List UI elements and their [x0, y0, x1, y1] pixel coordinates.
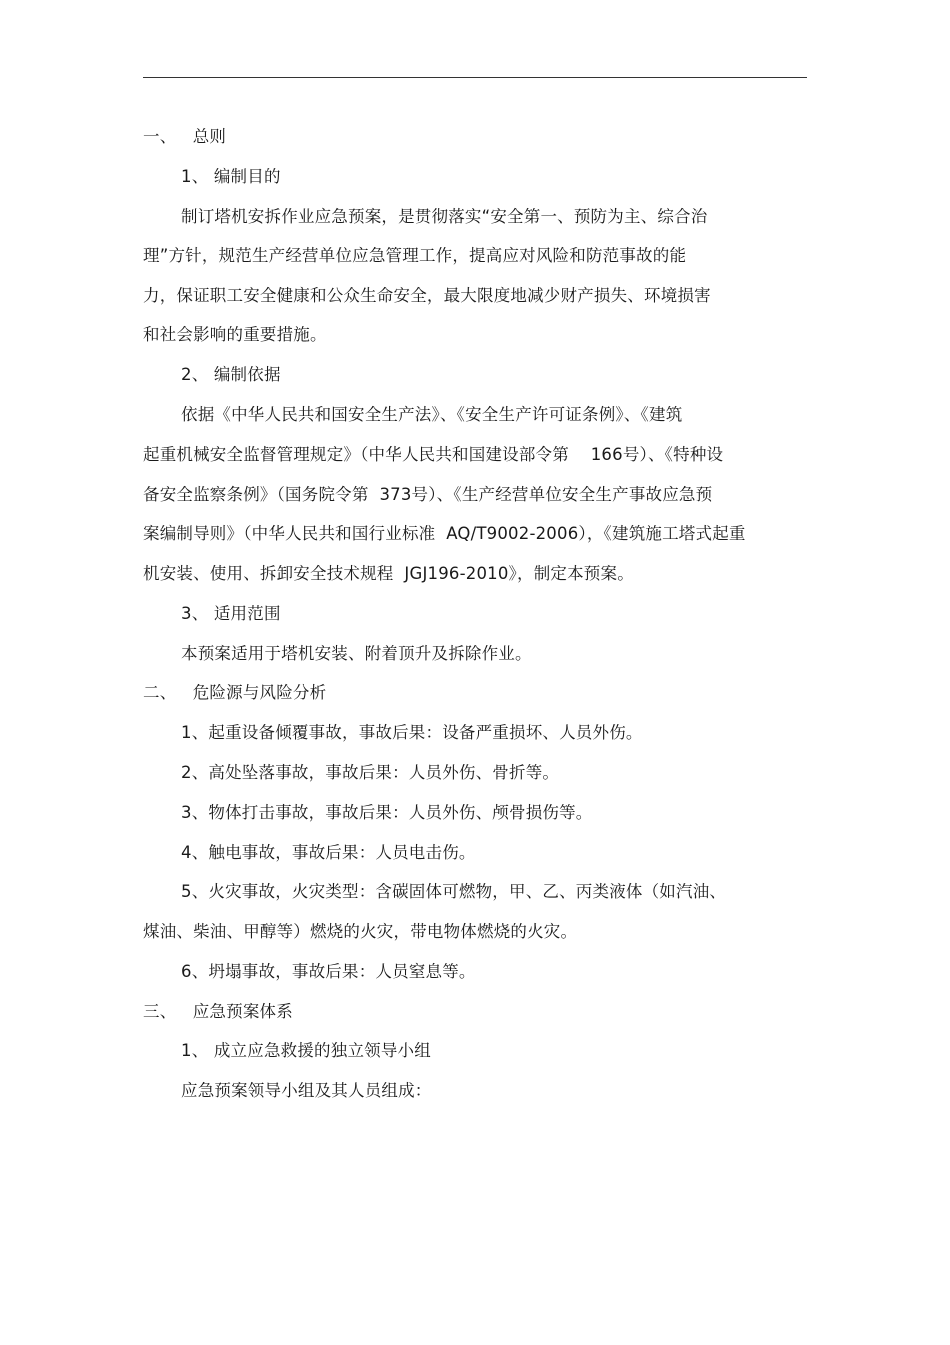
paragraph-line: 理”方针，规范生产经营单位应急管理工作，提高应对风险和防范事故的能 [143, 246, 687, 265]
subheading-scope: 3、 适用范围 [181, 604, 281, 623]
paragraph-line: 案编制导则》（中华人民共和国行业标准 AQ/T9002-2006），《建筑施工塔式起重 [143, 524, 746, 543]
list-item: 6、坍塌事故，事故后果：人员窒息等。 [181, 962, 476, 981]
paragraph-line: 备安全监察条例》（国务院令第 373号）、《生产经营单位安全生产事故应急预 [143, 485, 713, 504]
paragraph-line: 制订塔机安拆作业应急预案，是贯彻落实“安全第一、预防为主、综合治 [181, 207, 708, 226]
paragraph-line: 力，保证职工安全健康和公众生命安全，最大限度地减少财产损失、环境损害 [143, 286, 711, 305]
list-item: 4、触电事故，事故后果：人员电击伤。 [181, 843, 476, 862]
paragraph-line: 起重机械安全监督管理规定》（中华人民共和国建设部令第 166号）、《特种设 [143, 445, 724, 464]
paragraph-line: 应急预案领导小组及其人员组成： [181, 1081, 432, 1100]
section-heading-hazards: 二、 危险源与风险分析 [143, 683, 327, 702]
subheading-purpose: 1、 编制目的 [181, 167, 281, 186]
list-item: 1、起重设备倾覆事故，事故后果：设备严重损坏、人员外伤。 [181, 723, 643, 742]
list-item: 5、火灾事故，火灾类型：含碳固体可燃物，甲、乙、丙类液体（如汽油、 [181, 882, 727, 901]
header-rule [143, 77, 807, 78]
subheading-basis: 2、 编制依据 [181, 365, 281, 384]
paragraph-line: 机安装、使用、拆卸安全技术规程 JGJ196-2010》，制定本预案。 [143, 564, 634, 583]
section-heading-general: 一、 总则 [143, 127, 227, 146]
list-item: 2、高处坠落事故，事故后果：人员外伤、骨折等。 [181, 763, 560, 782]
paragraph-line: 依据《中华人民共和国安全生产法》、《安全生产许可证条例》、《建筑 [181, 405, 683, 424]
subheading-team: 1、 成立应急救援的独立领导小组 [181, 1041, 431, 1060]
list-item-continuation: 煤油、柴油、甲醇等）燃烧的火灾，带电物体燃烧的火灾。 [143, 922, 578, 941]
paragraph-line: 和社会影响的重要措施。 [143, 325, 327, 344]
section-heading-system: 三、 应急预案体系 [143, 1002, 293, 1021]
list-item: 3、物体打击事故，事故后果：人员外伤、颅骨损伤等。 [181, 803, 593, 822]
paragraph-line: 本预案适用于塔机安装、附着顶升及拆除作业。 [181, 644, 532, 663]
